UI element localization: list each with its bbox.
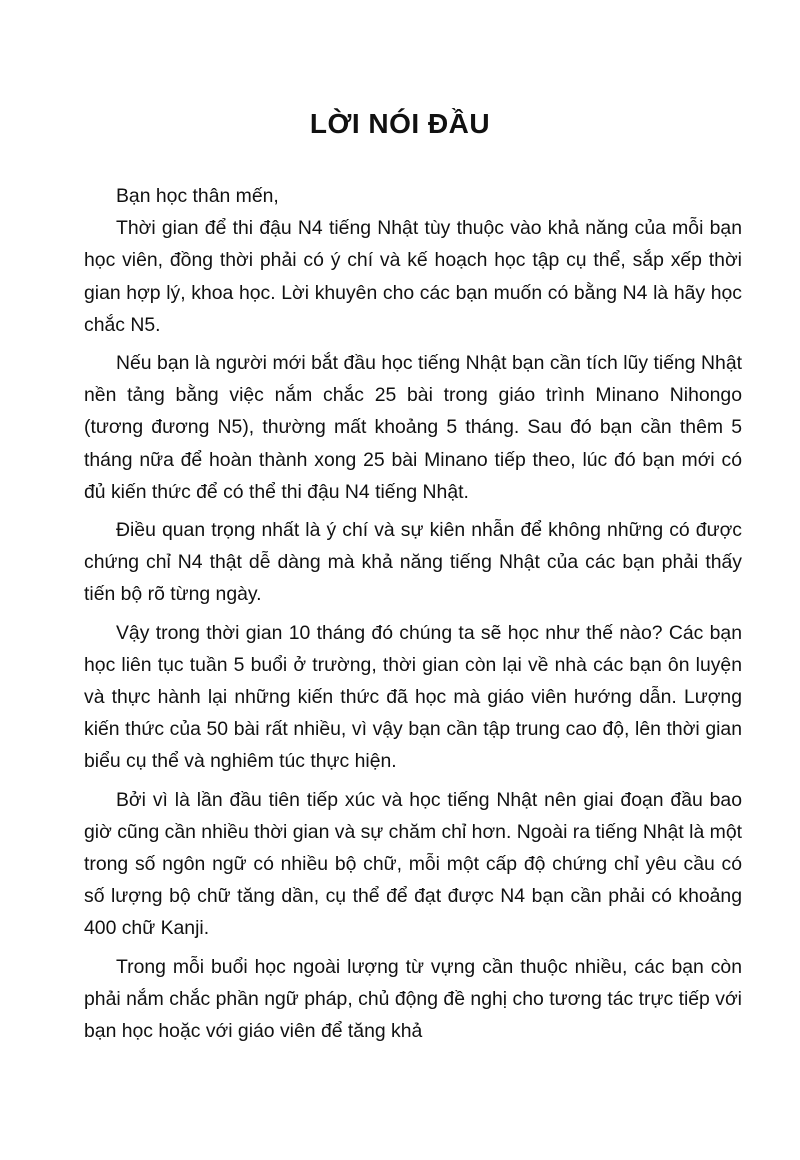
paragraph: Thời gian để thi đậu N4 tiếng Nhật tùy thuộc vào khả năng của mỗi bạn học viên, đồng thời phải có ý chí và kế hoạch học tập cụ thể, sắp xếp thời gian hợp lý, khoa học. Lời khuyên cho các bạn muốn có bằng N4 là hãy học chắc N5. <box>84 217 742 336</box>
paragraph: Vậy trong thời gian 10 tháng đó chúng ta sẽ học như thế nào? Các bạn học liên tục tuần 5 buổi ở trường, thời gian còn lại về nhà các bạn ôn luyện và thực hành lại những kiến thức đã học mà giáo viên hướng dẫn. Lượng kiến thức của 50 bài rất nhiều, vì vậy bạn cần tập trung cao độ, lên thời gian biểu cụ thể và nghiêm túc thực hiện. <box>84 621 742 773</box>
paragraph: Trong mỗi buổi học ngoài lượng từ vựng cần thuộc nhiều, các bạn còn phải nắm chắc phần ngữ pháp, chủ động đề nghị cho tương tác trực tiếp với bạn học hoặc với giáo viên để tăng khả <box>84 955 742 1043</box>
page-title: LỜI NÓI ĐẦU <box>309 108 491 139</box>
paragraph: Nếu bạn là người mới bắt đầu học tiếng Nhật bạn cần tích lũy tiếng Nhật nền tảng bằng việc nắm chắc 25 bài trong giáo trình Minano Nihongo (tương đương N5), thường mất khoảng 5 tháng. Sau đó bạn cần thêm 5 tháng nữa để hoàn thành xong 25 bài Minano tiếp theo, lúc đó bạn mới có đủ kiến thức để có thể thi đậu N4 tiếng Nhật. <box>84 352 742 503</box>
paragraph: Bởi vì là lần đầu tiên tiếp xúc và học tiếng Nhật nên giai đoạn đầu bao giờ cũng cần nhiều thời gian và sự chăm chỉ hơn. Ngoài ra tiếng Nhật là một trong số ngôn ngữ có nhiều bộ chữ, mỗi một cấp độ chứng chỉ yêu cầu có số lượng bộ chữ tăng dần, cụ thể để đạt được N4 bạn cần phải có khoảng 400 chữ Kanji. <box>84 788 742 940</box>
document-body <box>84 180 742 1053</box>
paragraph-greeting: Bạn học thân mến, <box>116 185 279 207</box>
paragraph: Điều quan trọng nhất là ý chí và sự kiên nhẫn để không những có được chứng chỉ N4 thật dễ dàng mà khả năng tiếng Nhật của các bạn phải thấy tiến bộ rõ từng ngày. <box>84 519 742 606</box>
